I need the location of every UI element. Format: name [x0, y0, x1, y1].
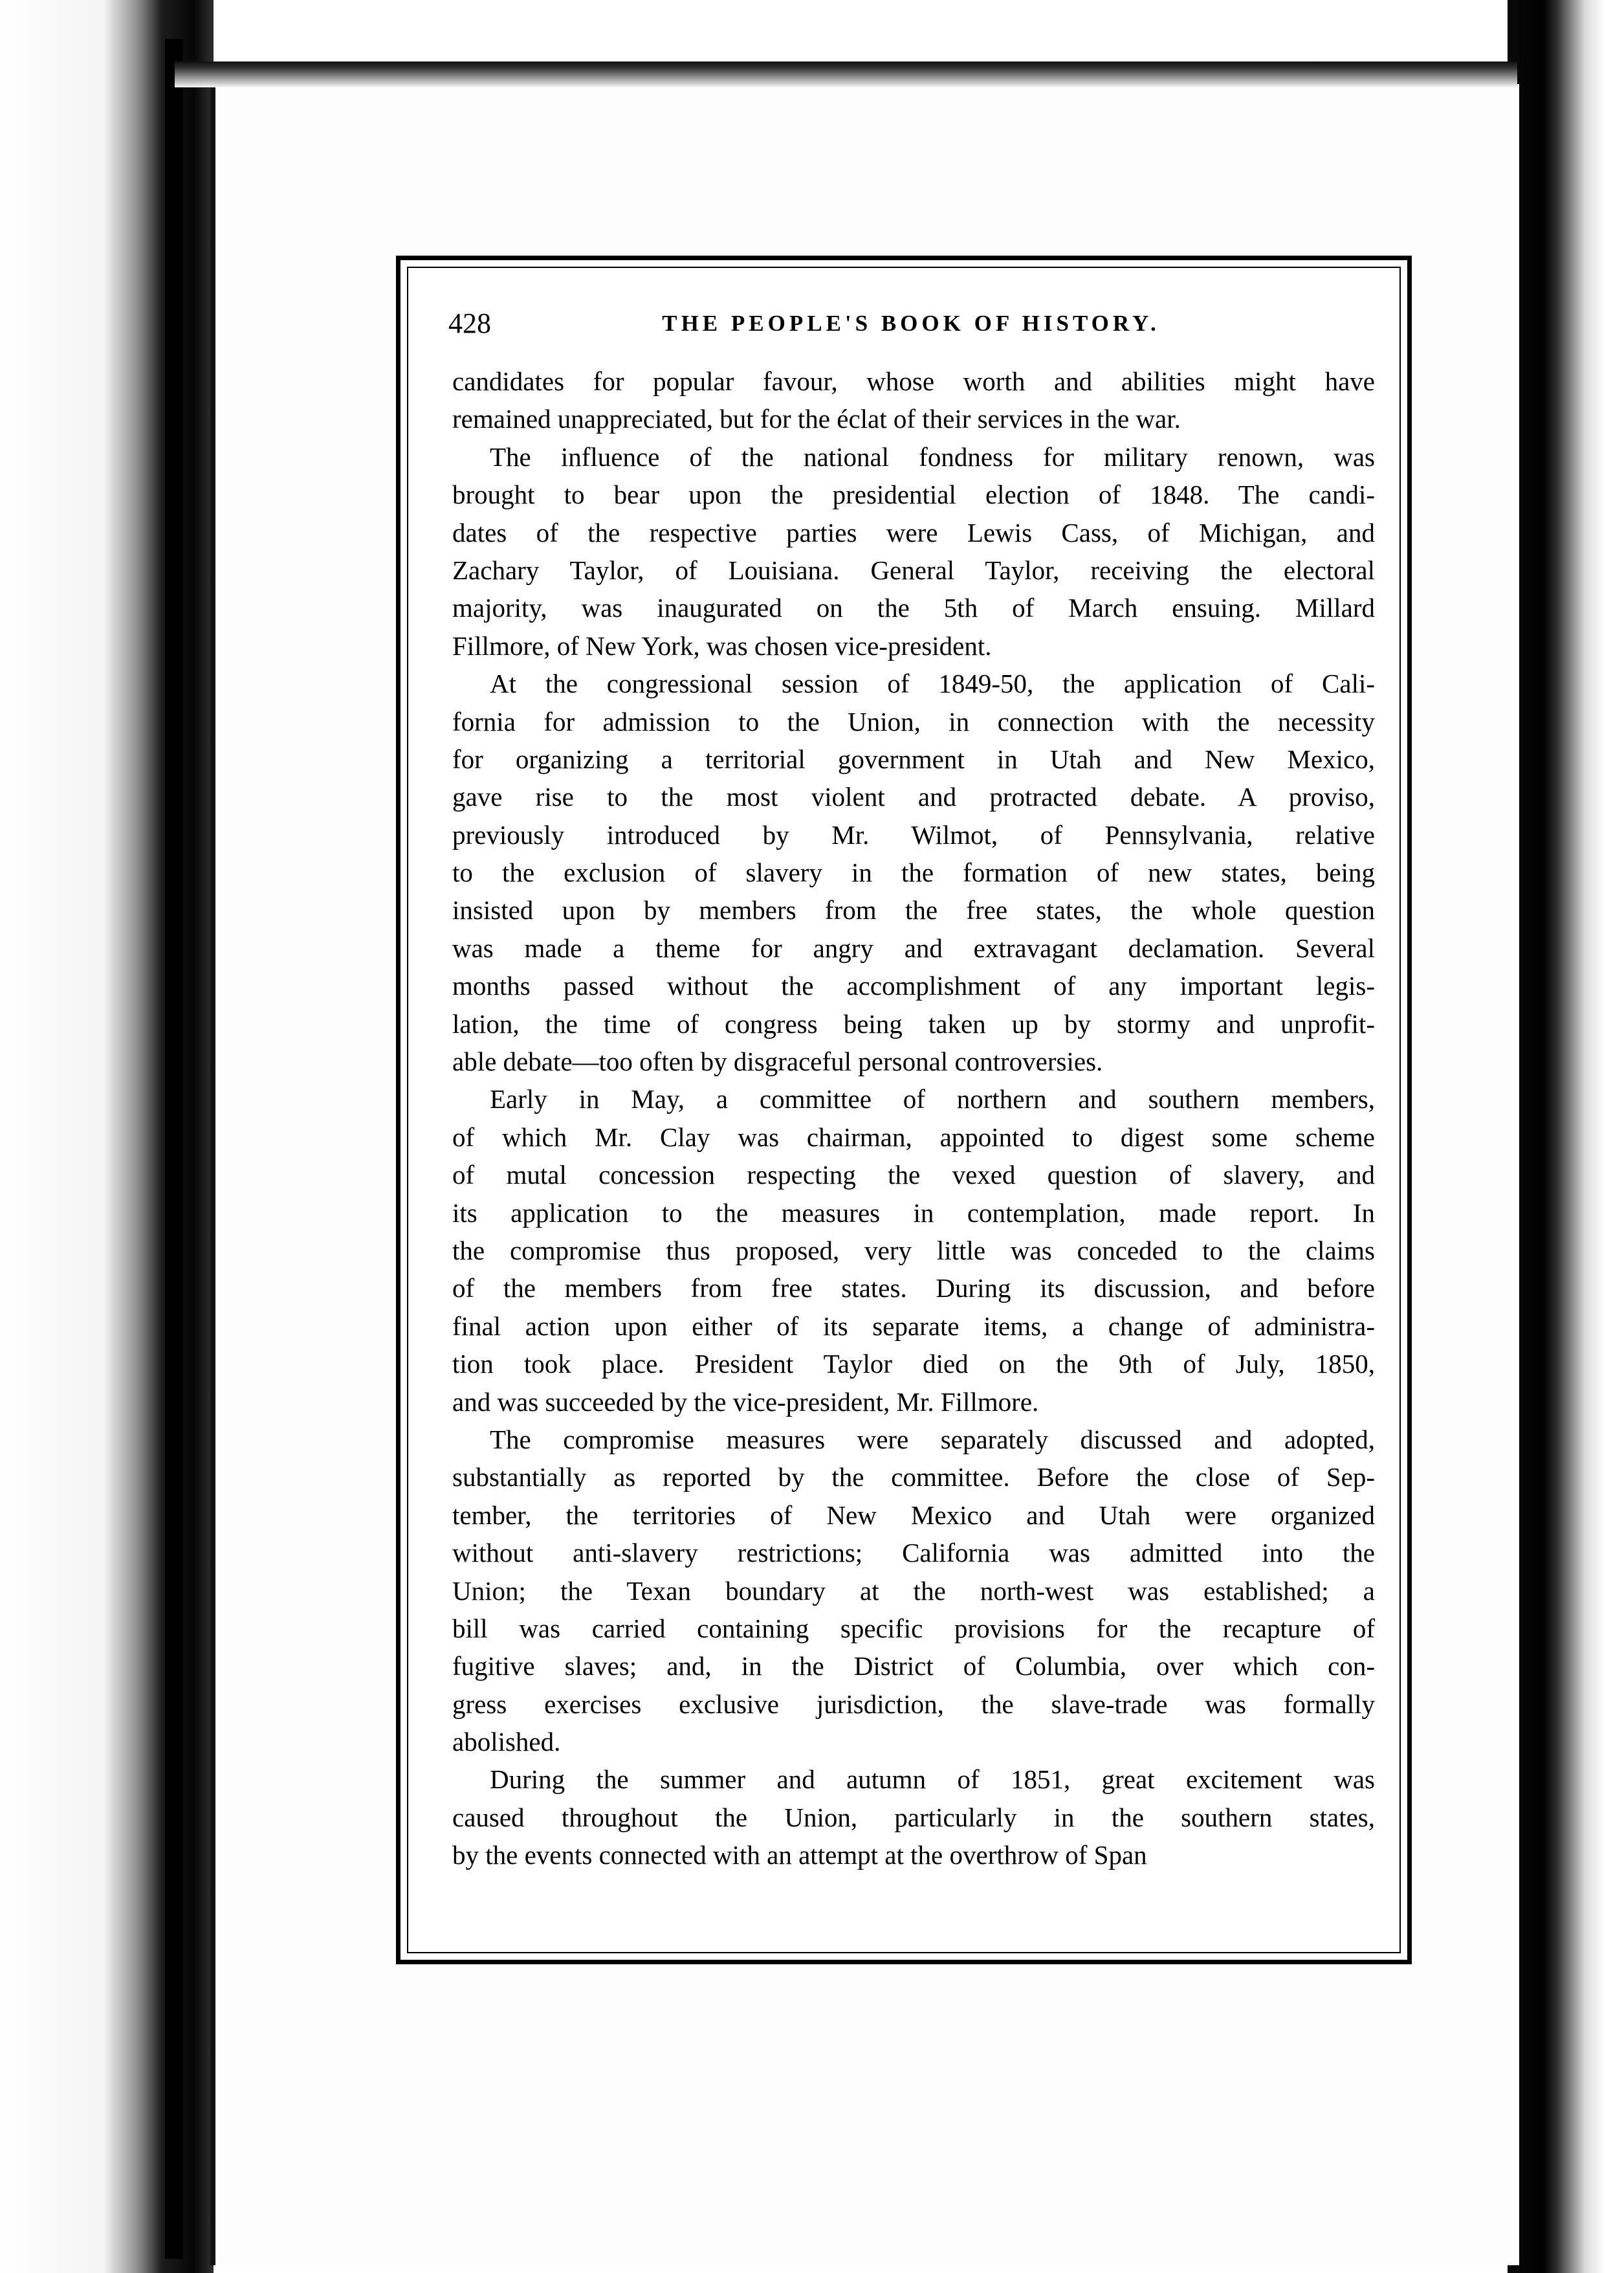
text-line: by the events connected with an attempt at the overthrow of Span	[452, 1840, 1147, 1870]
running-head	[448, 307, 1374, 346]
text-line: fornia for admission to the Union, in connection with the necessity	[452, 706, 1375, 737]
paragraph	[452, 1421, 1375, 1761]
text-line: majority, was inaugurated on the 5th of March ensuing. Millard	[452, 593, 1375, 623]
text-line: Union; the Texan boundary at the north-west was established; a	[452, 1575, 1375, 1606]
text-line: was made a theme for angry and extravagant declamation. Several	[452, 933, 1375, 963]
text-line: of the members from free states. During its discussion, and before	[452, 1273, 1375, 1303]
text-line: lation, the time of congress being taken up by stormy and unprofit-	[452, 1008, 1375, 1039]
text-line: of mutal concession respecting the vexed question of slavery, and	[452, 1160, 1375, 1190]
text-line: substantially as reported by the committee. Before the close of Sep-	[452, 1462, 1375, 1492]
paragraph	[452, 1760, 1375, 1874]
paragraph	[452, 665, 1375, 1080]
text-line: previously introduced by Mr. Wilmot, of Pennsylvania, relative	[452, 819, 1375, 850]
text-line: Fillmore, of New York, was chosen vice-president.	[452, 630, 992, 661]
text-line: brought to bear upon the presidential election of 1848. The candi-	[452, 480, 1375, 510]
text-line: tember, the territories of New Mexico and Utah were organized	[452, 1500, 1375, 1530]
text-line: caused throughout the Union, particularly in the southern states,	[452, 1802, 1375, 1832]
text-line: During the summer and autumn of 1851, great excitement was	[490, 1764, 1375, 1795]
paragraph	[452, 362, 1375, 438]
text-line: The influence of the national fondness for military renown, was	[490, 441, 1375, 472]
text-line: The compromise measures were separately discussed and adopted,	[490, 1424, 1375, 1454]
text-line: and was succeeded by the vice-president, Mr. Fillmore.	[452, 1386, 1039, 1417]
text-line: bill was carried containing specific provisions for the recapture of	[452, 1613, 1375, 1643]
text-line: remained unappreciated, but for the éclat of their services in the war.	[452, 404, 1181, 434]
text-line: gave rise to the most violent and protracted debate. A proviso,	[452, 782, 1375, 812]
text-line: to the exclusion of slavery in the formation of new states, being	[452, 858, 1375, 888]
text-line: abolished.	[452, 1727, 561, 1757]
scan-left-binding	[165, 39, 183, 2259]
text-line: Zachary Taylor, of Louisiana. General Taylor, receiving the electoral	[452, 555, 1375, 585]
scan-top-shadow	[175, 61, 1517, 87]
text-line: At the congressional session of 1849-50, the application of Cali-	[490, 669, 1375, 699]
paragraph	[452, 438, 1375, 665]
scan-right-edge	[1508, 0, 1624, 2273]
text-line: insisted upon by members from the free states, the whole question	[452, 895, 1375, 926]
body-text	[452, 362, 1375, 1874]
text-line: final action upon either of its separate items, a change of administra-	[452, 1311, 1375, 1341]
text-line: of which Mr. Clay was chairman, appointed to digest some scheme	[452, 1122, 1375, 1152]
text-line: gress exercises exclusive jurisdiction, the slave-trade was formally	[452, 1689, 1375, 1719]
text-line: dates of the respective parties were Lewis Cass, of Michigan, and	[452, 517, 1375, 548]
text-line: months passed without the accomplishment of any important legis-	[452, 971, 1375, 1001]
text-line: fugitive slaves; and, in the District of Columbia, over which con-	[452, 1651, 1375, 1681]
text-line: candidates for popular favour, whose worth and abilities might have	[452, 366, 1375, 396]
running-title: THE PEOPLE'S BOOK OF HISTORY.	[662, 311, 1160, 336]
text-line: the compromise thus proposed, very little was conceded to the claims	[452, 1235, 1375, 1265]
page-number: 428	[448, 307, 491, 339]
text-line: tion took place. President Taylor died on the 9th of July, 1850,	[452, 1349, 1375, 1379]
text-line: without anti-slavery restrictions; California was admitted into the	[452, 1538, 1375, 1568]
paragraph	[452, 1080, 1375, 1421]
text-line: Early in May, a committee of northern and southern members,	[490, 1084, 1375, 1114]
book-page-frame	[396, 256, 1412, 1964]
text-line: for organizing a territorial government in Utah and New Mexico,	[452, 744, 1375, 774]
text-line: its application to the measures in contemplation, made report. In	[452, 1197, 1375, 1228]
text-line: able debate—too often by disgraceful personal controversies.	[452, 1047, 1103, 1077]
